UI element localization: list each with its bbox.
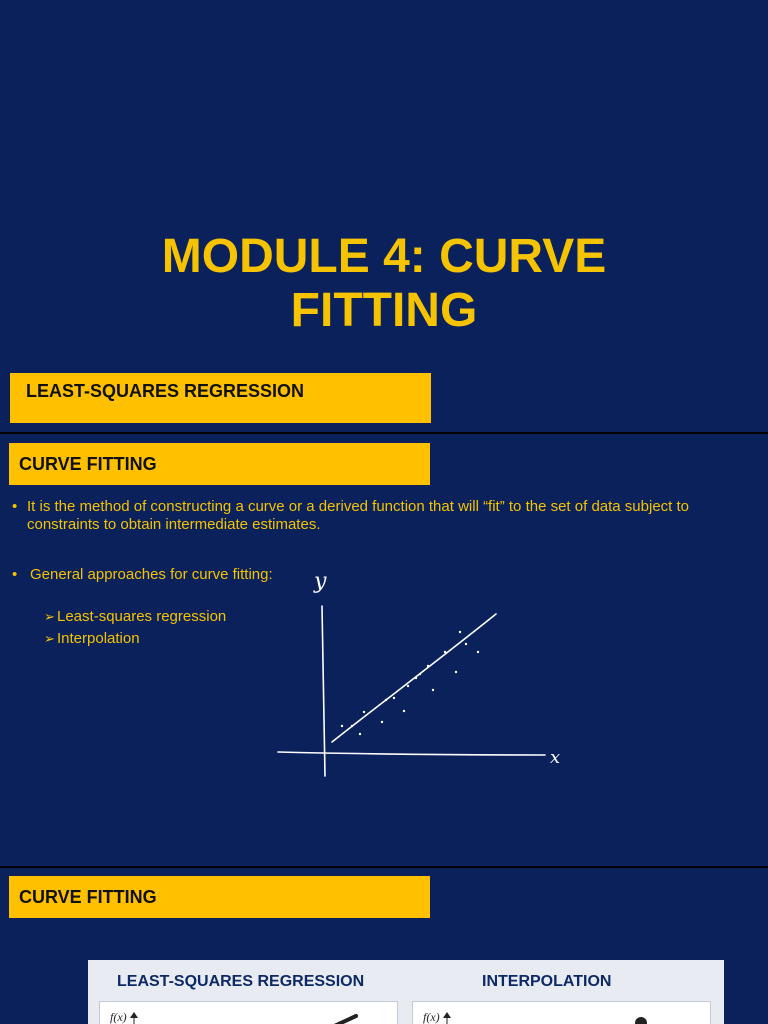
slide-title <box>0 230 768 338</box>
arrow-bullet-icon: ➢ <box>44 609 55 624</box>
bullet-text: It is the method of constructing a curve or a derived function that will “fit” to the set of data subject to constraints to obtain intermediate estimates. <box>27 498 690 533</box>
interpolation-plot-graphic <box>413 1002 710 1024</box>
slide-heading-banner <box>9 876 430 918</box>
bullet-definition <box>12 498 760 538</box>
arrow-bullet-icon: ➢ <box>44 631 55 646</box>
curve-fitting-comparison-slide <box>0 868 768 1024</box>
sub-item-interpolation <box>44 630 294 648</box>
bullet-text: General approaches for curve fitting: <box>30 566 273 583</box>
title-line-2: FITTING <box>290 284 478 337</box>
slide-heading: CURVE FITTING <box>19 887 157 907</box>
sub-item-least-squares <box>44 608 294 626</box>
hand-drawn-regression-sketch <box>270 564 580 784</box>
f-of-x-axis-label: f(x) <box>110 1010 127 1024</box>
bullet-marker: • <box>12 566 18 583</box>
least-squares-heading: LEAST-SQUARES REGRESSION <box>117 973 365 990</box>
fitted-line <box>332 614 496 742</box>
x-axis-line <box>278 752 545 755</box>
title-line-1: MODULE 4: CURVE <box>161 230 607 283</box>
section-banner <box>10 373 431 423</box>
f-of-x-axis-label: f(x) <box>423 1010 440 1024</box>
interpolation-plot <box>412 1001 711 1024</box>
bullet-marker: • <box>12 498 18 515</box>
bullet-approaches <box>12 566 312 586</box>
least-squares-plot-graphic <box>100 1002 397 1024</box>
curve-fitting-slide <box>0 434 768 866</box>
sub-item-text: Least-squares regression <box>57 608 227 625</box>
title-slide <box>0 0 768 432</box>
slide-heading-banner <box>9 443 430 485</box>
interpolation-heading: INTERPOLATION <box>482 973 612 990</box>
comparison-figure <box>88 960 724 1024</box>
slide-heading: CURVE FITTING <box>19 454 157 474</box>
x-axis-label: x <box>550 747 561 768</box>
y-axis-label: y <box>314 569 327 594</box>
least-squares-plot <box>99 1001 398 1024</box>
y-axis-line <box>322 606 325 776</box>
sub-item-text: Interpolation <box>57 630 140 647</box>
section-banner-label: LEAST-SQUARES REGRESSION <box>26 381 305 401</box>
